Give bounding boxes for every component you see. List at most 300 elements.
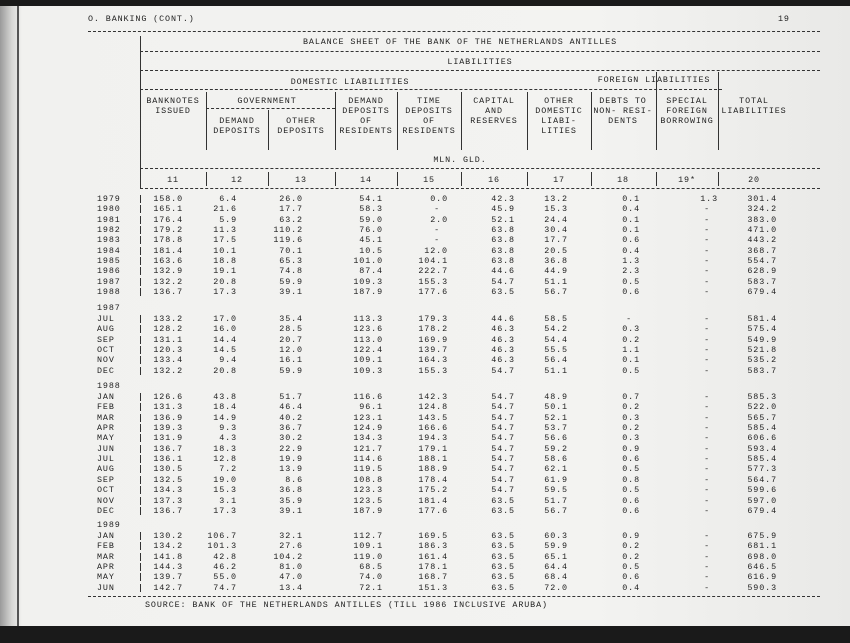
table-cell: 137.3 [153, 495, 183, 506]
table-cell: 53.7 [544, 423, 568, 434]
divider [140, 89, 722, 90]
row-divider [140, 216, 141, 224]
column-header-text: OTHER [544, 96, 574, 106]
table-cell: 60.3 [544, 531, 568, 541]
column-header-text: DEPOSITS [405, 106, 453, 116]
table-cell: 54.7 [491, 402, 515, 413]
table-cell: 40.2 [279, 412, 303, 423]
column-divider [461, 92, 462, 150]
row-label: 1981 [97, 214, 121, 225]
table-cell: 2.3 [622, 266, 640, 277]
table-cell: 126.6 [153, 392, 183, 402]
divider [88, 31, 820, 32]
table-cell: 123.6 [353, 324, 383, 335]
row-divider [140, 257, 141, 265]
table-cell: 68.4 [544, 572, 568, 583]
row-divider [140, 497, 141, 505]
row-divider [140, 465, 141, 473]
page-number: 19 [778, 14, 790, 24]
column-divider [718, 72, 719, 150]
table-cell: 1.3 [622, 256, 640, 267]
table-cell: 48.9 [544, 392, 568, 402]
table-cell: 0.6 [622, 287, 640, 298]
table-cell: 0.9 [622, 443, 640, 454]
table-cell: 136.1 [153, 454, 183, 465]
row-divider [140, 247, 141, 255]
table-cell: 131.9 [153, 433, 183, 444]
table-cell: 139.7 [418, 345, 448, 356]
table-cell: 63.5 [491, 572, 515, 583]
table-cell: 181.4 [153, 245, 183, 256]
table-cell: 59.9 [279, 365, 303, 376]
row-divider [140, 445, 141, 453]
table-cell: 0.1 [622, 194, 640, 204]
table-cell: - [704, 225, 710, 236]
row-divider [140, 315, 141, 323]
table-cell: 52.1 [491, 214, 515, 225]
table-cell: 616.9 [747, 572, 777, 583]
row-divider [140, 195, 141, 203]
column-number: 19* [678, 175, 696, 185]
row-divider [140, 486, 141, 494]
table-cell: 42.8 [213, 551, 237, 562]
column-number: 20 [748, 175, 760, 185]
table-cell: 0.3 [622, 324, 640, 335]
row-divider [140, 553, 141, 561]
table-cell: 96.1 [359, 402, 383, 413]
binding-edge [17, 6, 19, 626]
table-cell: 0.2 [622, 334, 640, 345]
column-header-text: TIME [417, 96, 441, 106]
column-number: 14 [360, 175, 372, 185]
table-cell: 0.4 [622, 204, 640, 215]
table-cell: 136.7 [153, 505, 183, 516]
table-cell: 59.2 [544, 443, 568, 454]
table-cell: 120.3 [153, 345, 183, 356]
table-cell: 63.8 [491, 256, 515, 267]
row-divider [140, 278, 141, 286]
table-cell: 132.2 [153, 276, 183, 287]
row-label: 1986 [97, 266, 121, 277]
column-header-text: RESERVES [470, 116, 518, 126]
column-number: 15 [423, 175, 435, 185]
table-cell: 30.4 [544, 225, 568, 236]
table-cell: 0.6 [622, 495, 640, 506]
table-cell: 142.3 [418, 392, 448, 402]
table-cell: - [704, 541, 710, 552]
table-cell: 112.7 [353, 531, 383, 541]
table-cell: 585.4 [747, 454, 777, 465]
table-cell: 0.6 [622, 505, 640, 516]
table-cell: 62.1 [544, 464, 568, 475]
row-divider [140, 424, 141, 432]
table-cell: - [704, 334, 710, 345]
table-cell: 15.3 [213, 485, 237, 496]
table-cell: 590.3 [747, 582, 777, 593]
table-cell: 549.9 [747, 334, 777, 345]
table-cell: - [704, 562, 710, 573]
table-cell: 20.7 [279, 334, 303, 345]
table-cell: 6.4 [219, 194, 237, 204]
table-cell: 58.5 [544, 314, 568, 324]
table-cell: 119.0 [353, 551, 383, 562]
table-cell: 13.4 [279, 582, 303, 593]
table-cell: 165.1 [153, 204, 183, 215]
table-cell: 54.7 [491, 454, 515, 465]
column-header-text: OTHER [286, 116, 316, 126]
table-cell: 63.5 [491, 505, 515, 516]
row-label: FEB [97, 541, 115, 552]
table-cell: 46.2 [213, 562, 237, 573]
table-cell: 121.7 [353, 443, 383, 454]
divider [140, 168, 820, 169]
table-cell: 18.8 [213, 256, 237, 267]
table-cell: 114.6 [353, 454, 383, 465]
table-cell: - [704, 345, 710, 356]
table-cell: 104.2 [273, 551, 303, 562]
table-cell: 45.9 [491, 204, 515, 215]
table-cell: 443.2 [747, 235, 777, 246]
table-cell: 44.6 [491, 266, 515, 277]
table-cell: 177.6 [418, 505, 448, 516]
table-cell: 178.8 [153, 235, 183, 246]
table-cell: 51.7 [279, 392, 303, 402]
table-cell: 44.9 [544, 266, 568, 277]
table-cell: 12.0 [279, 345, 303, 356]
table-cell: 0.0 [430, 194, 448, 204]
table-cell: 178.1 [418, 562, 448, 573]
table-cell: 18.4 [213, 402, 237, 413]
table-cell: 36.7 [279, 423, 303, 434]
table-cell: 55.0 [213, 572, 237, 583]
source-note: SOURCE: BANK OF THE NETHERLANDS ANTILLES (TILL 1986 INCLUSIVE ARUBA) [145, 600, 548, 610]
table-cell: 74.0 [359, 572, 383, 583]
column-header-text: NON- RESI- [593, 106, 653, 116]
row-label: NOV [97, 355, 115, 366]
table-cell: 106.7 [207, 531, 237, 541]
table-cell: 20.5 [544, 245, 568, 256]
row-label: 1980 [97, 204, 121, 215]
row-label: SEP [97, 474, 115, 485]
table-cell: - [704, 324, 710, 335]
table-cell: - [704, 495, 710, 506]
table-cell: 142.7 [153, 582, 183, 593]
table-cell: 169.5 [418, 531, 448, 541]
table-cell: 59.9 [544, 541, 568, 552]
table-cell: 535.2 [747, 355, 777, 366]
table-cell: 36.8 [544, 256, 568, 267]
table-cell: 593.4 [747, 443, 777, 454]
table-cell: 12.8 [213, 454, 237, 465]
table-cell: 56.4 [544, 355, 568, 366]
table-cell: 177.6 [418, 287, 448, 298]
table-cell: 12.0 [424, 245, 448, 256]
table-cell: 76.0 [359, 225, 383, 236]
table-cell: - [704, 276, 710, 287]
row-label: JUN [97, 443, 115, 454]
row-divider [140, 226, 141, 234]
column-header-text: RESIDENTS [339, 126, 393, 136]
row-divider [140, 414, 141, 422]
table-cell: 51.1 [544, 276, 568, 287]
table-cell: 47.0 [279, 572, 303, 583]
table-cell: 0.3 [622, 412, 640, 423]
table-cell: 56.7 [544, 287, 568, 298]
table-cell: 151.3 [418, 582, 448, 593]
table-cell: 0.9 [622, 531, 640, 541]
table-cell: 54.7 [491, 392, 515, 402]
row-label: JUN [97, 582, 115, 593]
row-divider [140, 563, 141, 571]
column-divider [656, 172, 657, 186]
table-cell: 54.7 [491, 423, 515, 434]
table-cell: - [704, 474, 710, 485]
row-divider [140, 455, 141, 463]
column-header-text: LITIES [541, 126, 577, 136]
table-cell: 176.4 [153, 214, 183, 225]
table-cell: 606.6 [747, 433, 777, 444]
column-divider [268, 110, 269, 150]
row-label: JUL [97, 314, 115, 324]
table-cell: 130.2 [153, 531, 183, 541]
row-divider [140, 356, 141, 364]
column-divider [335, 172, 336, 186]
row-divider [140, 288, 141, 296]
column-number: 13 [295, 175, 307, 185]
table-cell: 136.7 [153, 443, 183, 454]
table-cell: 45.1 [359, 235, 383, 246]
table-cell: 63.5 [491, 287, 515, 298]
divider [140, 70, 820, 71]
table-cell: 324.2 [747, 204, 777, 215]
table-cell: 17.7 [544, 235, 568, 246]
column-number: 11 [167, 175, 179, 185]
table-cell: 585.4 [747, 423, 777, 434]
group-heading: 1988 [97, 381, 121, 391]
table-cell: 0.6 [622, 454, 640, 465]
table-cell: 181.4 [418, 495, 448, 506]
table-cell: - [704, 314, 710, 324]
column-header-text: DEPOSITS [342, 106, 390, 116]
table-cell: 28.5 [279, 324, 303, 335]
table-cell: - [704, 245, 710, 256]
table-cell: 55.5 [544, 345, 568, 356]
table-cell: 44.6 [491, 314, 515, 324]
table-cell: 0.6 [622, 235, 640, 246]
table-cell: 63.8 [491, 235, 515, 246]
table-cell: 65.3 [279, 256, 303, 267]
table-cell: 194.3 [418, 433, 448, 444]
column-header-text: DEMAND [348, 96, 384, 106]
column-header-text: DEBTS TO [599, 96, 647, 106]
table-cell: 63.5 [491, 582, 515, 593]
table-cell: 9.3 [219, 423, 237, 434]
table-cell: - [704, 204, 710, 215]
column-divider [527, 172, 528, 186]
table-cell: 14.4 [213, 334, 237, 345]
table-cell: 113.3 [353, 314, 383, 324]
table-cell: 54.7 [491, 464, 515, 475]
table-cell: - [704, 485, 710, 496]
table-cell: 46.3 [491, 355, 515, 366]
table-cell: 168.7 [418, 572, 448, 583]
row-divider [140, 507, 141, 515]
row-label: SEP [97, 334, 115, 345]
column-number: 17 [553, 175, 565, 185]
table-cell: 109.3 [353, 365, 383, 376]
table-cell: - [704, 464, 710, 475]
table-cell: 21.6 [213, 204, 237, 215]
table-cell: - [434, 225, 440, 236]
table-cell: - [704, 392, 710, 402]
table-cell: 56.7 [544, 505, 568, 516]
table-cell: 10.1 [213, 245, 237, 256]
table-cell: 70.1 [279, 245, 303, 256]
table-cell: 383.0 [747, 214, 777, 225]
column-divider [206, 92, 207, 150]
table-cell: 521.8 [747, 345, 777, 356]
table-cell: 0.4 [622, 245, 640, 256]
table-cell: 577.3 [747, 464, 777, 475]
table-cell: 9.4 [219, 355, 237, 366]
table-cell: - [704, 531, 710, 541]
table-cell: 63.5 [491, 541, 515, 552]
table-cell: 59.9 [279, 276, 303, 287]
table-cell: 74.8 [279, 266, 303, 277]
table-cell: 39.1 [279, 505, 303, 516]
table-cell: 599.6 [747, 485, 777, 496]
table-cell: 222.7 [418, 266, 448, 277]
table-cell: 109.3 [353, 276, 383, 287]
table-cell: 108.8 [353, 474, 383, 485]
row-divider [140, 542, 141, 550]
row-label: APR [97, 562, 115, 573]
table-cell: 19.1 [213, 266, 237, 277]
table-cell: 42.3 [491, 194, 515, 204]
table-cell: 158.0 [153, 194, 183, 204]
table-cell: 46.4 [279, 402, 303, 413]
table-cell: 0.5 [622, 562, 640, 573]
table-cell: 123.3 [353, 485, 383, 496]
table-cell: 54.7 [491, 443, 515, 454]
row-label: AUG [97, 324, 115, 335]
table-cell: 63.5 [491, 551, 515, 562]
table-cell: - [626, 314, 632, 324]
table-cell: 0.8 [622, 474, 640, 485]
table-cell: 123.5 [353, 495, 383, 506]
row-divider [140, 367, 141, 375]
table-cell: 581.4 [747, 314, 777, 324]
row-label: DEC [97, 505, 115, 516]
table-cell: 81.0 [279, 562, 303, 573]
row-label: MAY [97, 572, 115, 583]
table-cell: 186.3 [418, 541, 448, 552]
column-header-text: TOTAL [739, 96, 769, 106]
row-divider [140, 236, 141, 244]
table-cell: 63.5 [491, 495, 515, 506]
column-divider [591, 172, 592, 186]
column-header-text: LIABI- [541, 116, 577, 126]
table-cell: 32.1 [279, 531, 303, 541]
table-cell: 155.3 [418, 276, 448, 287]
table-cell: - [434, 204, 440, 215]
table-cell: 1.3 [700, 194, 718, 204]
row-label: 1983 [97, 235, 121, 246]
table-cell: 681.1 [747, 541, 777, 552]
table-cell: 471.0 [747, 225, 777, 236]
table-cell: 46.3 [491, 334, 515, 345]
table-cell: 101.3 [207, 541, 237, 552]
table-cell: 124.9 [353, 423, 383, 434]
table-cell: 134.2 [153, 541, 183, 552]
column-header-text: LIABILITIES [721, 106, 787, 116]
table-cell: 63.5 [491, 562, 515, 573]
column-header-text: FOREIGN [666, 106, 708, 116]
table-cell: 178.4 [418, 474, 448, 485]
column-header-text: DEPOSITS [277, 126, 325, 136]
table-title: BALANCE SHEET OF THE BANK OF THE NETHERLANDS ANTILLES [302, 37, 618, 47]
table-cell: 13.9 [279, 464, 303, 475]
table-cell: 187.9 [353, 287, 383, 298]
table-cell: 628.9 [747, 266, 777, 277]
table-cell: 8.6 [285, 474, 303, 485]
table-cell: 136.9 [153, 412, 183, 423]
table-cell: 14.9 [213, 412, 237, 423]
row-divider [140, 393, 141, 401]
table-cell: - [704, 433, 710, 444]
row-label: JAN [97, 531, 115, 541]
column-header-text: CAPITAL [473, 96, 515, 106]
table-cell: - [704, 505, 710, 516]
table-border [140, 36, 141, 188]
table-cell: 63.2 [279, 214, 303, 225]
table-cell: 132.5 [153, 474, 183, 485]
table-cell: 575.4 [747, 324, 777, 335]
row-label: 1987 [97, 276, 121, 287]
table-cell: - [704, 443, 710, 454]
table-cell: 46.3 [491, 324, 515, 335]
table-cell: 166.6 [418, 423, 448, 434]
row-divider [140, 403, 141, 411]
column-header-text: DEMAND [219, 116, 255, 126]
table-cell: - [704, 454, 710, 465]
table-cell: 64.4 [544, 562, 568, 573]
table-cell: 675.9 [747, 531, 777, 541]
group-government: GOVERNMENT [237, 96, 297, 106]
column-header-text: OF [423, 116, 435, 126]
table-cell: 11.3 [213, 225, 237, 236]
table-cell: 110.2 [273, 225, 303, 236]
table-cell: 7.2 [219, 464, 237, 475]
row-divider [140, 573, 141, 581]
table-cell: 136.7 [153, 287, 183, 298]
table-cell: 0.5 [622, 276, 640, 287]
table-cell: 565.7 [747, 412, 777, 423]
table-cell: 597.0 [747, 495, 777, 506]
table-cell: 35.4 [279, 314, 303, 324]
table-cell: 54.7 [491, 485, 515, 496]
row-divider [140, 476, 141, 484]
table-cell: 54.1 [359, 194, 383, 204]
table-cell: 522.0 [747, 402, 777, 413]
table-cell: 54.7 [491, 412, 515, 423]
column-number: 16 [488, 175, 500, 185]
table-cell: 63.8 [491, 245, 515, 256]
table-cell: 0.2 [622, 423, 640, 434]
table-cell: 17.3 [213, 505, 237, 516]
table-cell: 116.6 [353, 392, 383, 402]
table-cell: 134.3 [353, 433, 383, 444]
